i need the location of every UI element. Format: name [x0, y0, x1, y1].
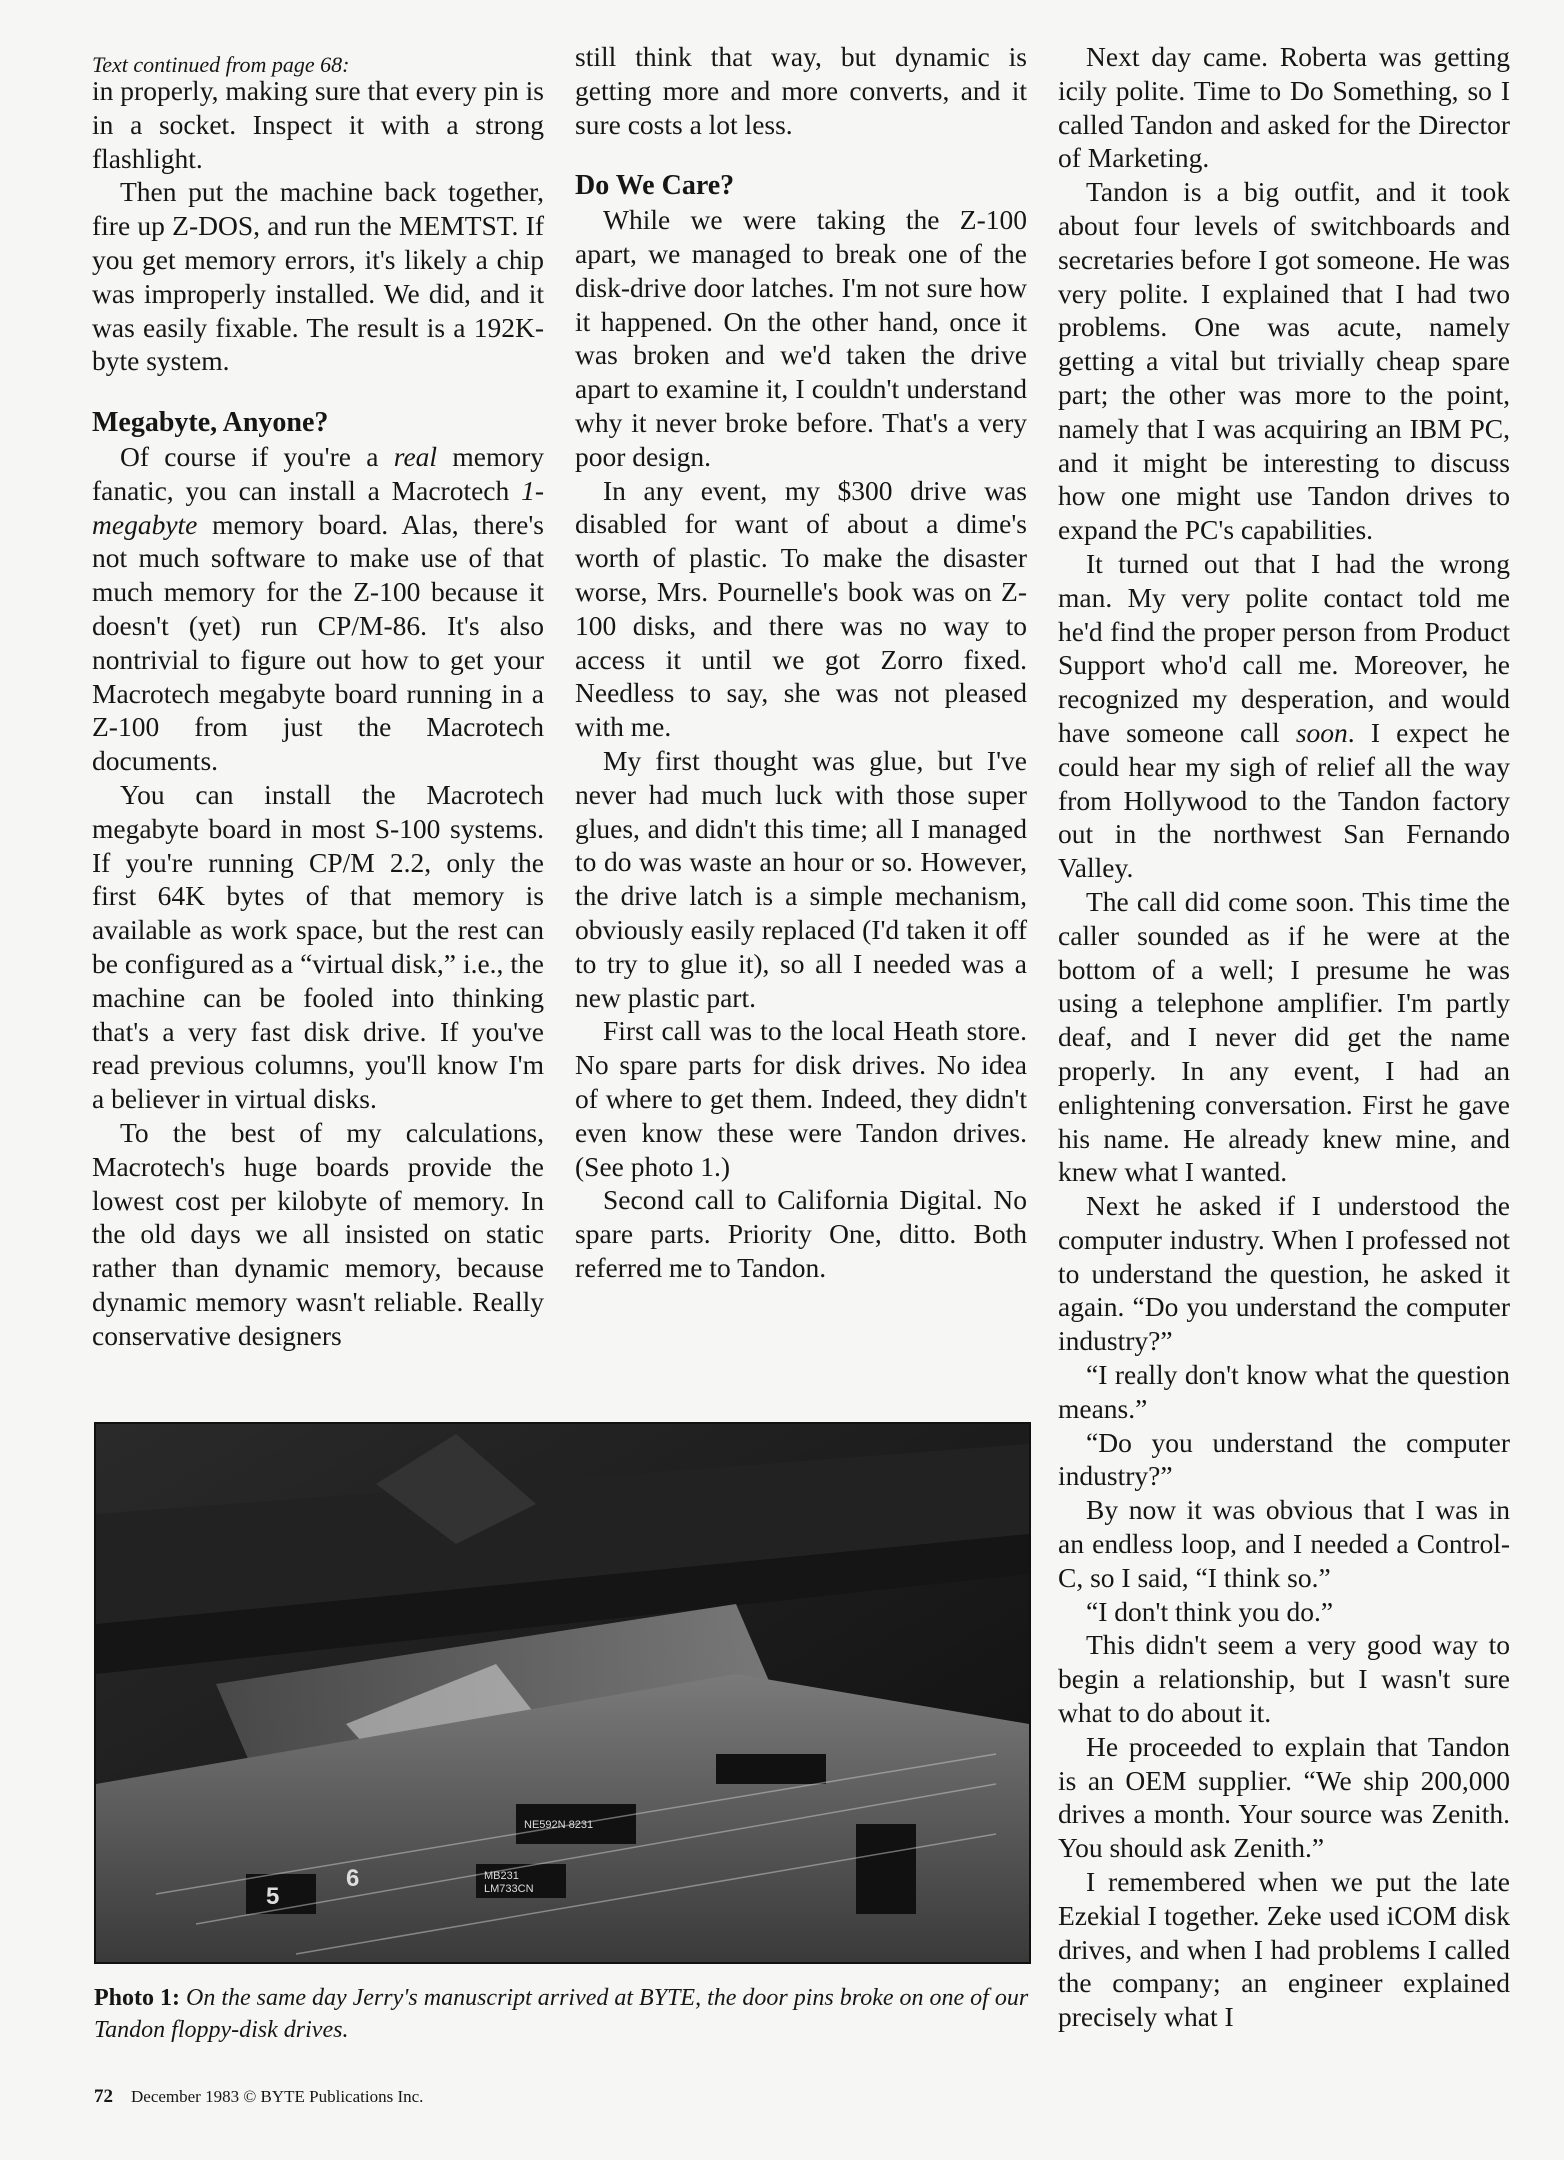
paragraph — [1058, 1189, 1510, 1358]
caption-label: Photo 1: — [94, 1985, 180, 2011]
text-run: While we were taking the Z-100 apart, we managed to break one of the disk-drive door latches. I'm not sure how it happened. On the other hand, once it was broken and we'd taken the drive apart to examine it, I couldn't understand why it never broke before. That's a very poor design. — [575, 204, 1027, 472]
text-run: I remembered when we put the late Ezekial I together. Zeke used iCOM disk drives, and when I had problems I called the company; an engineer explained precisely what I — [1058, 1866, 1510, 2033]
text-run: “I don't think you do.” — [1086, 1595, 1334, 1627]
paragraph — [1058, 1358, 1510, 1426]
text-run: Of course if you're a — [120, 440, 394, 472]
paragraph — [575, 1014, 1027, 1183]
paragraph — [92, 1116, 544, 1353]
paragraph — [1058, 885, 1510, 1189]
photo-label: 6 — [346, 1865, 360, 1892]
text-run: Second call to California Digital. No spare parts. Priority One, ditto. Both referred me to Tandon. — [575, 1184, 1027, 1283]
text-run: memory board. Alas, there's not much software to make use of that much memory for the Z-100 because it doesn't (yet) run CP/M-86. It's also nontrivial to figure out how to get your Macrotech megabyte board running in a Z-100 from just the Macrotech documents. — [92, 508, 544, 777]
text-run: memory fanatic, you can install a Macrotech — [92, 440, 544, 506]
italic-text-run: real — [393, 440, 438, 472]
paragraph — [1058, 1426, 1510, 1494]
page-number: 72 — [94, 2086, 113, 2107]
text-run: Tandon is a big outfit, and it took about four levels of switchboards and secretaries before I got someone. He was very polite. I explained that I had two problems. One was acute, namely getting a vital but trivially cheap spare part; the other was more to the point, namely that I was acquiring an IBM PC, and it might be interesting to discuss how one might use Tandon drives to expand the PC's capabilities. — [1058, 176, 1510, 546]
text-column-2 — [575, 40, 1027, 1285]
text-run: By now it was obvious that I was in an endless loop, and I needed a Control-C, so I said, “I think so.” — [1058, 1494, 1510, 1593]
text-run: You can install the Macrotech megabyte board in most S-100 systems. If you're running CP/M 2.2, only the first 64K bytes of that memory is available as work space, but the rest can be configured as a “virtual disk,” i.e., the machine can be fooled into thinking that's a very fast disk drive. If you've read previous columns, you'll know I'm a believer in virtual disks. — [92, 778, 544, 1115]
text-run: The call did come soon. This time the caller sounded as if he were at the bottom of a well; I presume he was using a telephone amplifier. I'm partly deaf, and I never did get the name properly. In any event, I had an enlightening conversation. First he gave his name. He already knew mine, and knew what I wanted. — [1058, 885, 1510, 1188]
paragraph — [1058, 1628, 1510, 1729]
paragraph — [1058, 1730, 1510, 1865]
paragraph — [575, 203, 1027, 473]
paragraph — [1058, 175, 1510, 547]
paragraph — [1058, 1595, 1510, 1629]
text-run: To the best of my calculations, Macrotech's huge boards provide the lowest cost per kilobyte of memory. In the old days we all insisted on static rather than dynamic memory, because dynamic memory wasn't reliable. Really conservative designers — [92, 1116, 544, 1351]
section-heading — [575, 169, 1027, 203]
text-run: . I expect he could hear my sigh of relief all the way from Hollywood to the Tandon factory out in the northwest San Fernando Valley. — [1058, 716, 1510, 884]
italic-text-run: 1-megabyte — [92, 474, 544, 540]
photo-label: NE592N 8231 — [524, 1819, 594, 1831]
text-run: Next he asked if I understood the computer industry. When I professed not to understand the question, he asked it again. “Do you understand the computer industry?” — [1058, 1190, 1510, 1357]
text-run: in properly, making sure that every pin is in a socket. Inspect it with a strong flashlight. — [92, 75, 544, 174]
text-run: My first thought was glue, but I've never had much luck with those super glues, and didn't this time; all I managed to do was waste an hour or so. However, the drive latch is a simple mechanism, obviously easily replaced (I'd taken it off to try to glue it), so all I needed was a new plastic part. — [575, 744, 1027, 1013]
text-run: “I really don't know what the question means.” — [1058, 1359, 1510, 1424]
text-run: This didn't seem a very good way to begin a relationship, but I wasn't sure what to do about it. — [1058, 1629, 1510, 1729]
photo-label: MB231 — [484, 1870, 519, 1882]
text-run: Then put the machine back together, fire up Z-DOS, and run the MEMTST. If you get memory errors, it's likely a chip was improperly installed. We did, and it was easily fixable. The result is a 192K-byte system. — [92, 176, 544, 377]
caption-text: On the same day Jerry's manuscript arrived at BYTE, the door pins broke on one of our Tandon floppy-disk drives. — [94, 1985, 1029, 2043]
continued-note: Text continued from page 68: — [92, 52, 350, 77]
text-run: “Do you understand the computer industry?” — [1058, 1426, 1510, 1492]
paragraph — [92, 440, 544, 778]
paragraph — [1058, 1493, 1510, 1594]
text-run: Megabyte, Anyone? — [92, 407, 329, 439]
text-run: Next day came. Roberta was getting icily polite. Time to Do Something, so I called Tandon and asked for the Director of Marketing. — [1058, 41, 1510, 174]
photo-caption — [94, 1982, 1034, 2046]
paragraph — [92, 175, 544, 378]
paragraph — [1058, 40, 1510, 175]
paragraph — [575, 40, 1027, 141]
text-column-3 — [1058, 40, 1510, 2034]
paragraph — [92, 74, 544, 175]
paragraph — [575, 744, 1027, 1014]
footer-text: December 1983 © BYTE Publications Inc. — [131, 2087, 424, 2106]
section-heading — [92, 406, 544, 440]
text-run: It turned out that I had the wrong man. My very polite contact told me he'd find the proper person from Product Support who'd call me. Moreover, he recognized my desperation, and would have someone call — [1058, 547, 1510, 748]
text-run: In any event, my $300 drive was disabled for want of about a dime's worth of plastic. To make the disaster worse, Mrs. Pournelle's book was on Z-100 disks, and there was no way to access it until we got Zorro fixed. Needless to say, she was not pleased with me. — [575, 474, 1027, 743]
paragraph — [92, 778, 544, 1116]
paragraph — [1058, 1865, 1510, 2034]
paragraph — [575, 1183, 1027, 1284]
paragraph — [1058, 547, 1510, 885]
text-run: still think that way, but dynamic is getting more and more converts, and it sure costs a lot less. — [575, 41, 1027, 140]
text-run: He proceeded to explain that Tandon is an OEM supplier. “We ship 200,000 drives a month. Your source was Zenith. You should ask Zenith.” — [1058, 1730, 1510, 1864]
page-footer — [94, 2086, 423, 2108]
paragraph — [575, 474, 1027, 744]
italic-text-run: soon — [1295, 716, 1348, 748]
photo-label: 5 — [266, 1883, 280, 1910]
text-column-1 — [92, 74, 544, 1352]
photo-disk-drive — [94, 1422, 1031, 1964]
text-run: First call was to the local Heath store. No spare parts for disk drives. No idea of where to get them. Indeed, they didn't even know these were Tandon drives. (See photo 1.) — [575, 1015, 1027, 1182]
text-run: Do We Care? — [575, 170, 735, 202]
photo-label: LM733CN — [484, 1883, 534, 1895]
